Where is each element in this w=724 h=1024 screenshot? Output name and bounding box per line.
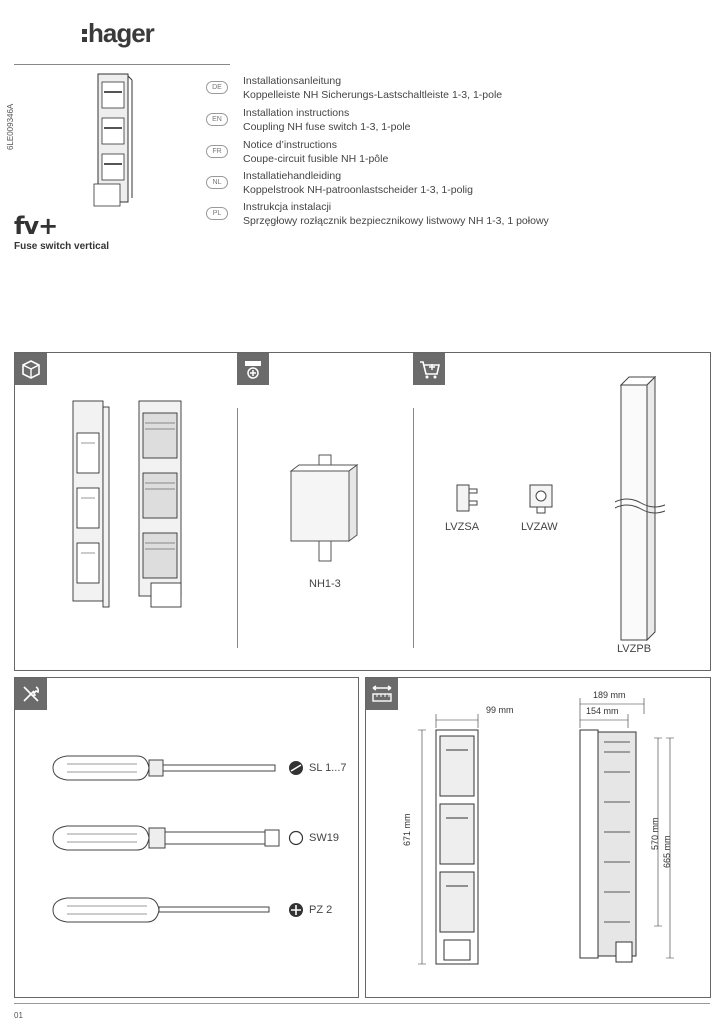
lang-title: Installationsanleitung	[243, 75, 342, 87]
lang-title: Installation instructions	[243, 107, 350, 119]
accessory-label-lvzsa: LVZSA	[445, 521, 480, 533]
front-view-drawing	[410, 706, 520, 976]
tools-icon	[15, 678, 47, 710]
lang-desc: Sprzęgłowy rozłącznik bezpiecznikowy listwowy NH 1-3, 1 połowy	[243, 215, 549, 227]
lang-row-nl	[206, 170, 706, 200]
fuse-switch-drawing	[65, 393, 195, 613]
dim-depth-body: 154 mm	[586, 706, 619, 716]
header-rule	[14, 64, 230, 65]
lvzpb-drawing	[615, 373, 665, 643]
screwdriver-slotted	[45, 748, 295, 788]
product-subtitle: Fuse switch vertical	[14, 241, 110, 252]
screwdriver-pozidriv	[45, 890, 295, 930]
fv-logo: fv+	[14, 212, 58, 240]
side-view-drawing	[566, 692, 696, 982]
tool-label-slotted: SL 1...7	[309, 762, 347, 774]
page-number: 01	[14, 1011, 23, 1020]
brand-name: hager	[88, 18, 154, 48]
lang-badge: NL	[206, 176, 228, 189]
brand-logo	[82, 18, 154, 49]
dim-height-total: 665 mm	[662, 835, 672, 868]
lang-desc: Coupling NH fuse switch 1-3, 1-pole	[243, 121, 411, 133]
lang-badge: DE	[206, 81, 228, 94]
document-id: 6LE009346A	[6, 103, 15, 150]
accessory-label-lvzpb: LVZPB	[617, 643, 652, 655]
lang-row-pl	[206, 201, 706, 231]
lang-badge: FR	[206, 145, 228, 158]
product-image	[90, 72, 134, 210]
divider	[237, 408, 238, 648]
fuse-label: NH1-3	[309, 578, 341, 590]
tools-panel	[14, 677, 359, 998]
lang-title: Notice d’instructions	[243, 139, 337, 151]
lvzaw-drawing	[527, 481, 555, 515]
footer-rule	[14, 1003, 710, 1004]
lang-title: Installatiehandleiding	[243, 170, 342, 182]
dimensions-panel	[365, 677, 711, 998]
ruler-icon	[366, 678, 398, 710]
contents-panel	[14, 352, 711, 671]
lang-row-de	[206, 75, 706, 105]
lvzsa-drawing	[453, 481, 481, 515]
lang-desc: Coupe-circuit fusible NH 1-pôle	[243, 153, 389, 165]
socket-wrench	[45, 818, 295, 858]
lang-row-en	[206, 107, 706, 137]
dim-height-front: 671 mm	[402, 813, 412, 846]
lang-row-fr	[206, 139, 706, 169]
accessory-label-lvzaw: LVZAW	[521, 521, 558, 533]
hex-socket-icon	[288, 830, 304, 846]
nh-fuse-drawing	[285, 453, 365, 563]
dim-width-front: 99 mm	[486, 705, 514, 715]
dim-height-mount: 570 mm	[650, 817, 660, 850]
tool-label-pozidriv: PZ 2	[309, 904, 333, 916]
dim-depth-total: 189 mm	[593, 690, 626, 700]
lang-badge: PL	[206, 207, 228, 220]
divider	[413, 408, 414, 648]
pozidriv-tip-icon	[288, 902, 304, 918]
lang-badge: EN	[206, 113, 228, 126]
slotted-tip-icon	[288, 760, 304, 776]
lang-desc: Koppelleiste NH Sicherungs-Lastschaltleiste 1-3, 1-pole	[243, 89, 503, 101]
box-icon	[15, 353, 47, 385]
add-part-icon	[237, 353, 269, 385]
cart-icon	[413, 353, 445, 385]
lang-title: Instrukcja instalacji	[243, 201, 332, 213]
tool-label-socket: SW19	[309, 832, 339, 844]
lang-desc: Koppelstrook NH-patroonlastscheider 1-3, 1-polig	[243, 184, 473, 196]
